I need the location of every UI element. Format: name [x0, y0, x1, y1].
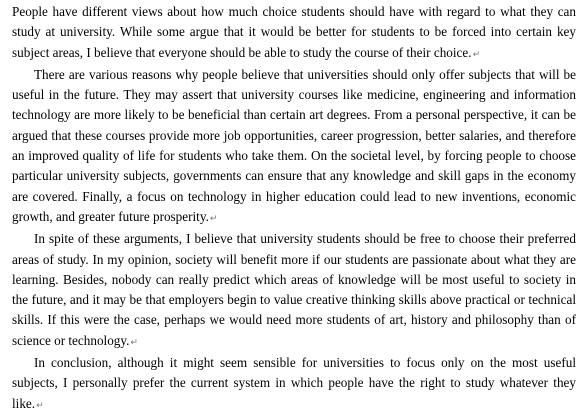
paragraph-intro: [12, 2, 576, 65]
paragraph-mark-icon: ↵: [36, 400, 44, 411]
paragraph-text: There are various reasons why people believe that universities should only offer subjects that will be useful in the future. They may assert that university courses like medicine, engineering and information technology are more likely to be beneficial than certain art degrees. From a personal perspective, it can be argued that these courses provide more job opportunities, career progression, better salaries, and therefore an improved quality of life for students who take them. On the societal level, by forcing people to choose particular university subjects, governments can ensure that any knowledge and skill gaps in the economy are covered. Finally, a focus on technology in higher education could lead to new inventions, economic growth, and greater future prosperity.: [12, 66, 576, 224]
paragraph-body-2: [12, 229, 576, 353]
paragraph-mark-icon: ↵: [209, 213, 218, 224]
paragraph-text: In conclusion, although it might seem sensible for universities to focus only on the most useful subjects, I personally prefer the current system in which people have the right to study whatever they like.: [12, 355, 576, 411]
paragraph-text: In spite of these arguments, I believe that university students should be free to choose their preferred areas of study. In my opinion, society will benefit more if our students are passionate about what they are learning. Besides, nobody can really predict which areas of knowledge will be most useful to society in the future, and it may be that employers begin to value creative thinking skills above practical or technical skills. If this were the case, perhaps we would need more students of art, history and philosophy than of science or technology.: [12, 231, 576, 348]
paragraph-text: People have different views about how much choice students should have with regard to what they can study at university. While some argue that it would be better for students to be forced into certain key subject areas, I believe that everyone should be able to study the course of their choice.: [12, 4, 576, 60]
paragraph-mark-icon: ↵: [472, 49, 481, 60]
paragraph-body-1: [12, 65, 576, 229]
paragraph-mark-icon: ↵: [130, 337, 138, 348]
paragraph-conclusion: [12, 353, 576, 416]
